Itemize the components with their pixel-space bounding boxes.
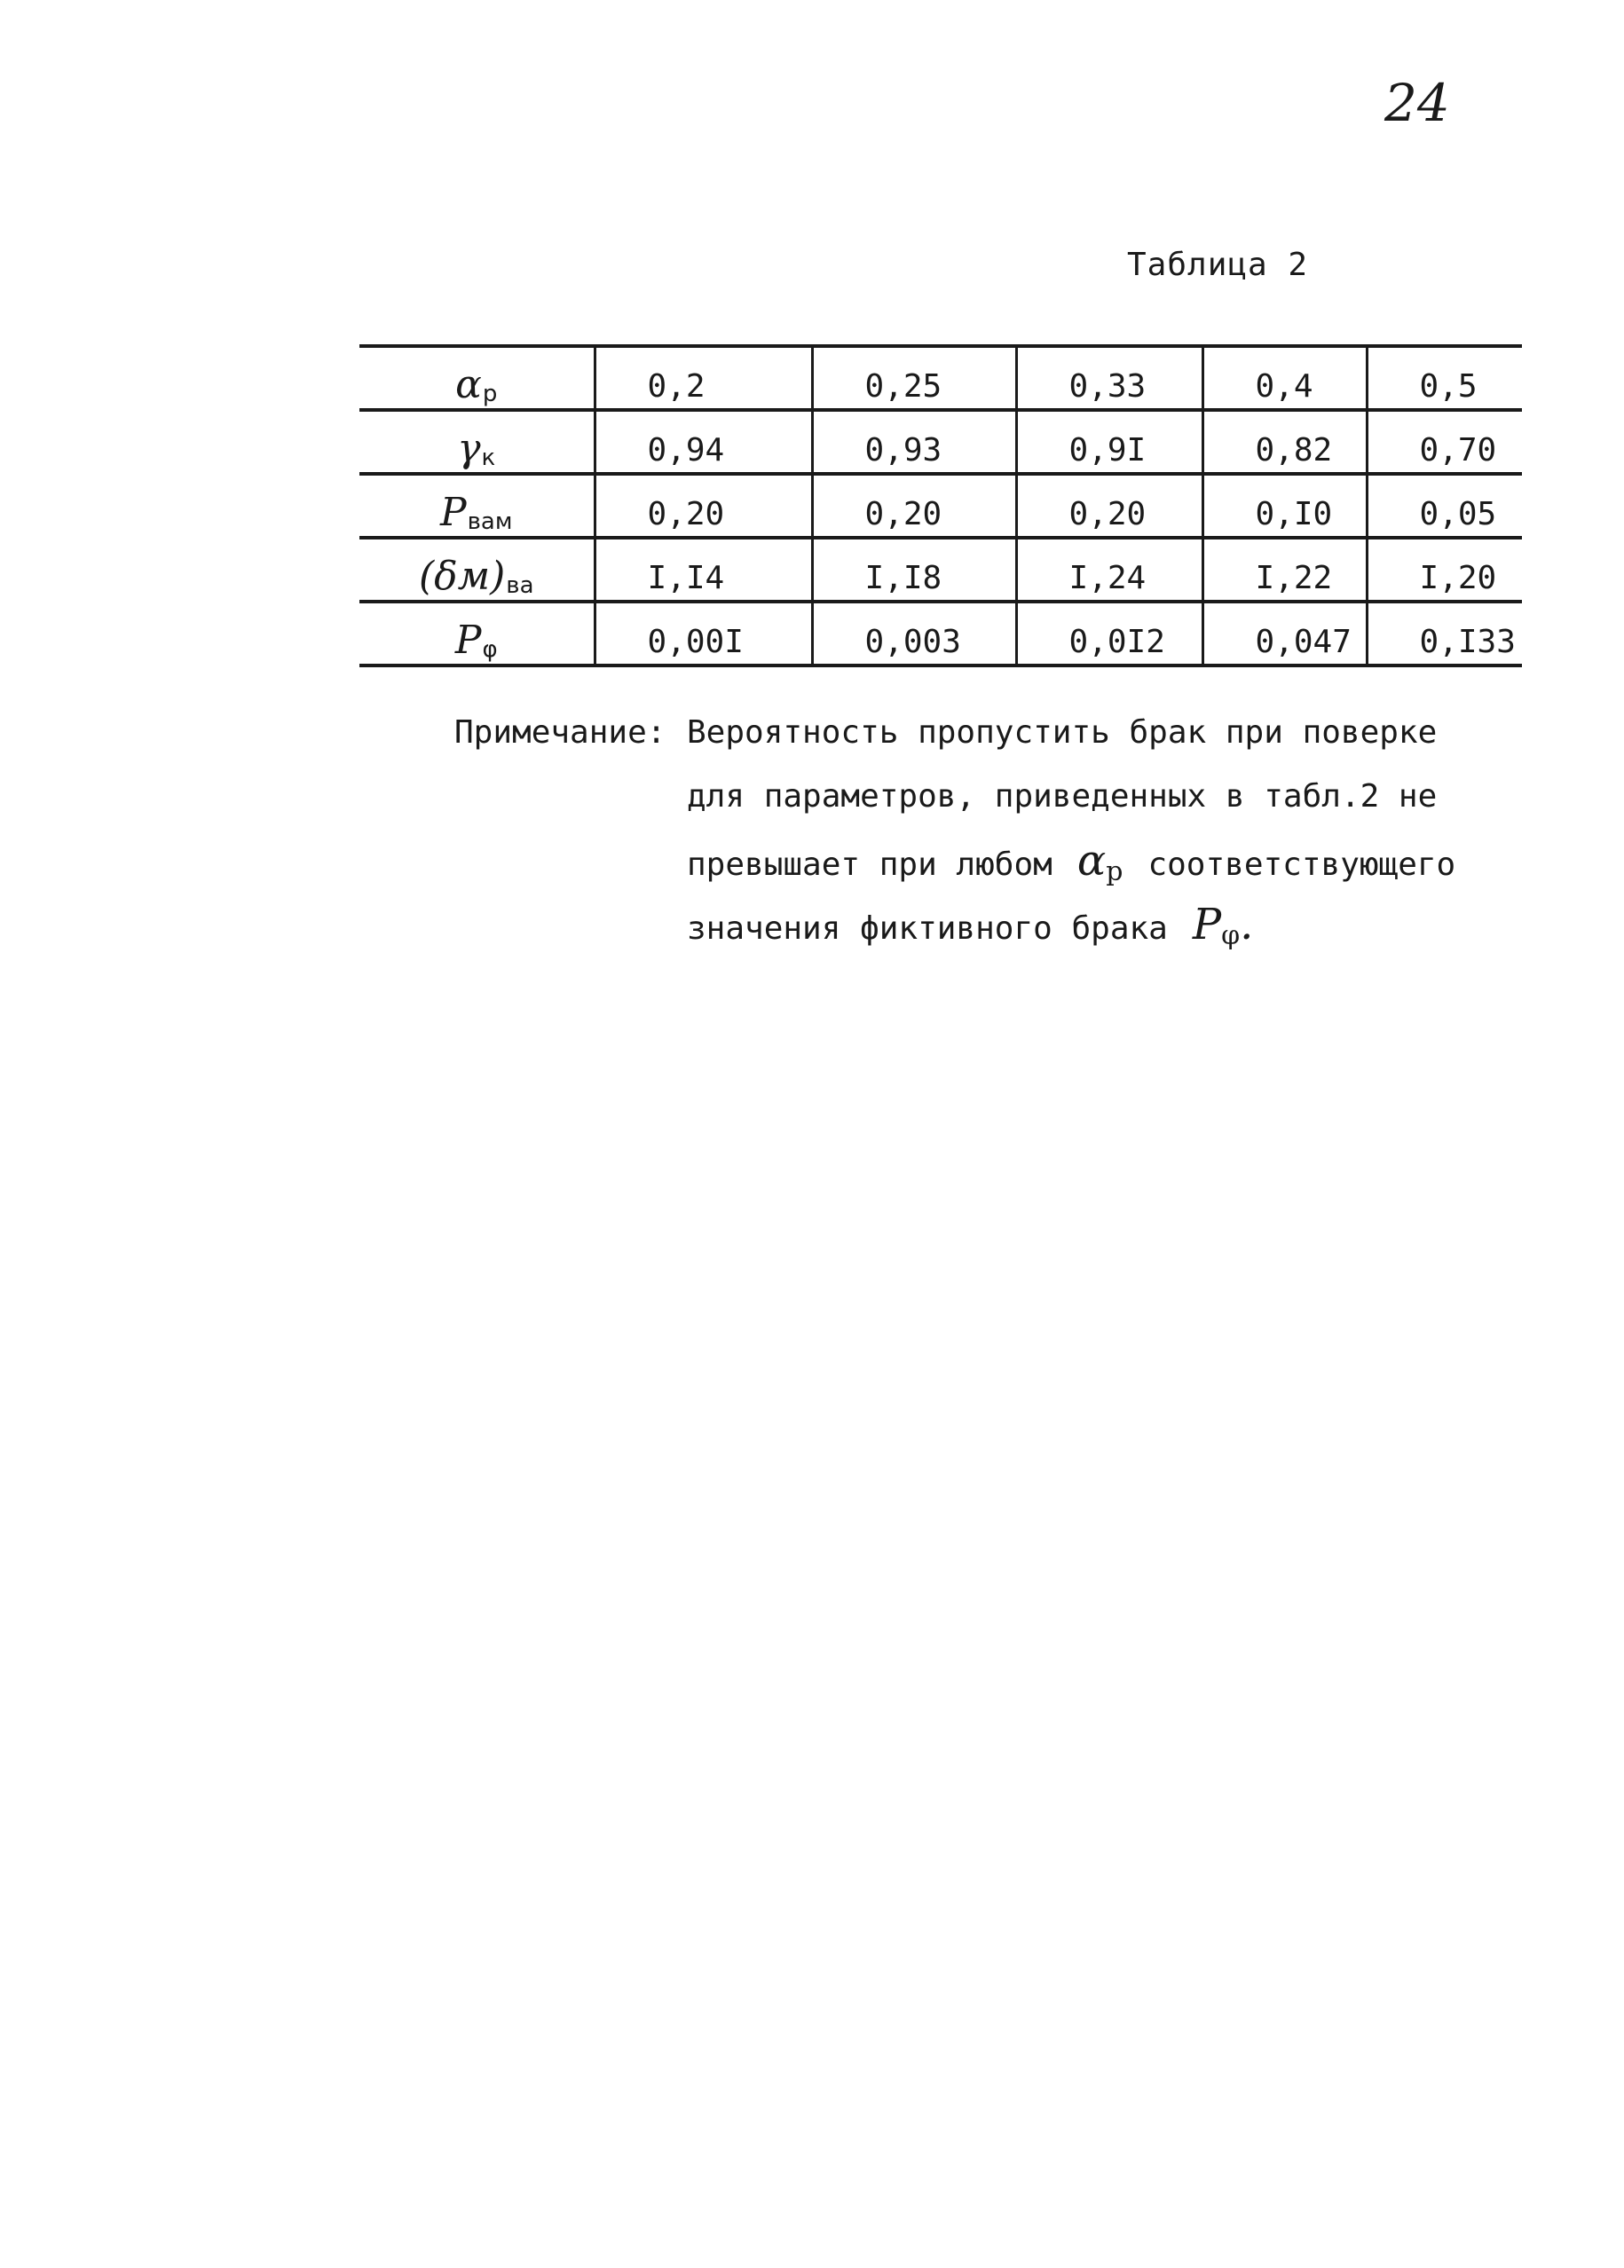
row-label: $(\delta м)_{ва}$ (359, 538, 595, 602)
alpha-r-symbol: $\alpha_р$ (1076, 836, 1123, 887)
note-line: для параметров, приведенных в табл.2 не (687, 778, 1438, 815)
row-label: $P_{вам}$ (359, 474, 595, 538)
table-cell: 0,20 (1016, 474, 1202, 538)
table-row (359, 538, 1522, 602)
note-heading: Примечание: (454, 714, 666, 751)
table-cell: 0,I33 (1367, 602, 1522, 665)
table-cell: I,24 (1016, 538, 1202, 602)
note-line: превышает при любом $\alpha_р$ соответствующего (687, 836, 1456, 887)
table-cell: 0,5 (1367, 346, 1522, 410)
table-cell: 0,9I (1016, 410, 1202, 474)
table-row (359, 602, 1522, 665)
table-cell: 0,003 (812, 602, 1016, 665)
p-phi-symbol: $P_\varphi$. (1192, 900, 1254, 951)
note-line: Вероятность пропустить брак при поверке (687, 714, 1438, 751)
table-row (359, 474, 1522, 538)
table-cell: 0,70 (1367, 410, 1522, 474)
page-number: 24 (1384, 73, 1450, 133)
table-cell: I,22 (1202, 538, 1367, 602)
table-cell: 0,00I (595, 602, 812, 665)
table-cell: 0,20 (812, 474, 1016, 538)
table-cell: 0,2 (595, 346, 812, 410)
table-row (359, 410, 1522, 474)
table-cell: 0,94 (595, 410, 812, 474)
table-cell: 0,4 (1202, 346, 1367, 410)
table-row (359, 346, 1522, 410)
table-note (454, 701, 1519, 951)
note-line: значения фиктивного брака $P_\varphi$. (687, 900, 1254, 951)
table-cell: 0,20 (595, 474, 812, 538)
table-cell: 0,047 (1202, 602, 1367, 665)
row-label: $\gamma_к$ (359, 410, 595, 474)
row-label: $P_\varphi$ (359, 602, 595, 665)
table-cell: 0,0I2 (1016, 602, 1202, 665)
table-cell: 0,05 (1367, 474, 1522, 538)
table-cell: I,I8 (812, 538, 1016, 602)
table-cell: I,20 (1367, 538, 1522, 602)
row-label: $\alpha_р$ (359, 346, 595, 410)
table-cell: I,I4 (595, 538, 812, 602)
table-cell: 0,33 (1016, 346, 1202, 410)
parameters-table (359, 344, 1522, 667)
table-cell: 0,93 (812, 410, 1016, 474)
table-cell: 0,25 (812, 346, 1016, 410)
table-cell: 0,82 (1202, 410, 1367, 474)
table-cell: 0,I0 (1202, 474, 1367, 538)
table-caption: Таблица 2 (1127, 247, 1309, 283)
